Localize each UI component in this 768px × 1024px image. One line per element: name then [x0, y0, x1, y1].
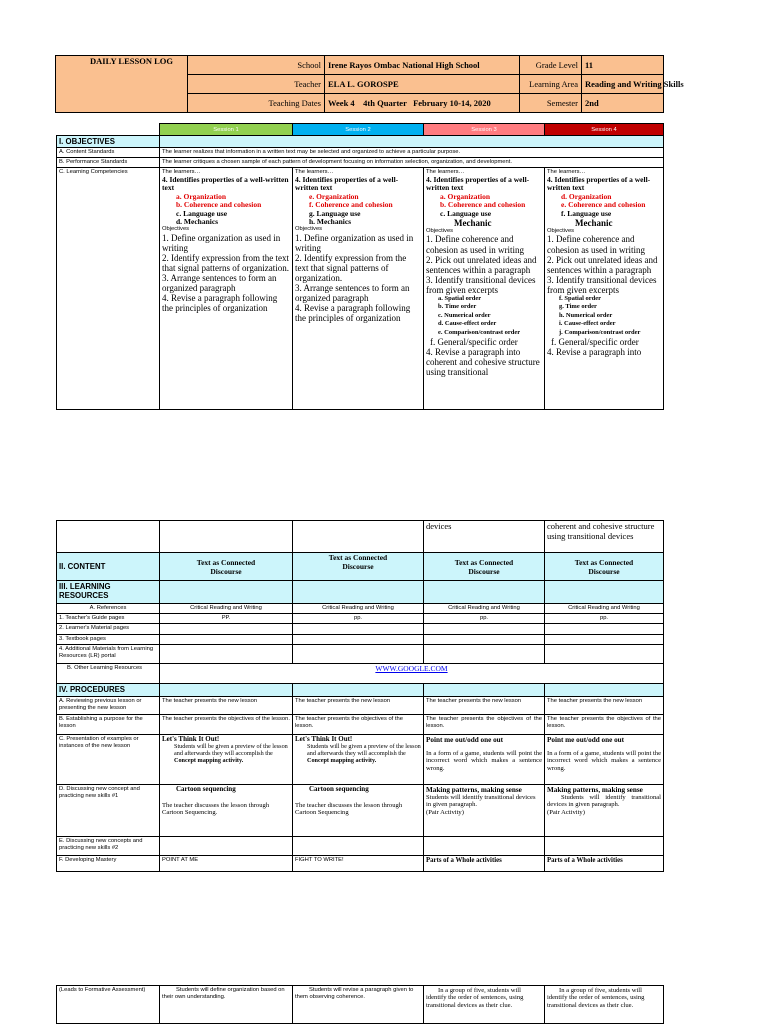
objective-item: 3. Identify transitional devices from given excerpts	[426, 274, 536, 295]
objective-item: 1. Define coherence and cohesion as used in writing	[426, 234, 524, 255]
additional-materials-label: 4. Additional Materials from Learning Resources (LR) portal	[57, 644, 160, 663]
establishing-purpose-value-2: The teacher presents the objectives of the lesson.	[293, 714, 424, 734]
discussing-1-label: D. Discussing new concept and practicing new skills #1	[57, 784, 160, 836]
activity-text: In a form of a game, students will point the incorrect word which makes a sentence wrong.	[547, 750, 661, 772]
mechanic-label: Mechanic	[454, 217, 492, 228]
content-value-2: Text as Connected Discourse	[293, 553, 424, 581]
session-1-header: Session 1	[160, 124, 293, 136]
mechanic-label: Mechanic	[575, 217, 613, 228]
property-item: c. Language use	[176, 208, 228, 218]
discussing-1-session-1	[160, 784, 293, 836]
property-item: g. Language use	[309, 208, 361, 218]
property-item: b. Coherence and cohesion	[440, 200, 526, 210]
performance-standards-text: The learner critiques a chosen sample of each pattern of development focusing on information selection, organization, and development.	[160, 158, 664, 168]
establishing-purpose-value-1: The teacher presents the objectives of the lesson.	[160, 714, 293, 734]
learners-label: The learners…	[162, 169, 201, 176]
teacher-label: Teacher	[188, 75, 325, 94]
references-value-2: Critical Reading and Writing	[293, 604, 424, 614]
dll-title: DAILY LESSON LOG	[56, 56, 188, 113]
presentation-session-3	[424, 734, 545, 784]
assessment-table	[56, 985, 664, 1024]
objective-item: 1. Define organization as used in writing	[162, 232, 281, 253]
presentation-label: C. Presentation of examples or instances of the new lesson	[57, 734, 160, 784]
competencies-session-3	[424, 168, 545, 410]
property-item: b. Coherence and cohesion	[176, 200, 262, 210]
property-item: f. Language use	[561, 208, 612, 218]
objectives-label: Objectives	[426, 227, 454, 234]
activity-title: Cartoon sequencing	[176, 784, 236, 793]
activity-title: Let's Think It Out!	[162, 734, 220, 743]
teachers-guide-value-3: pp.	[424, 614, 545, 624]
activity-text-bold: Concept mapping activity.	[174, 756, 244, 764]
references-value-3: Critical Reading and Writing	[424, 604, 545, 614]
semester-label: Semester	[520, 94, 582, 113]
order-item: g. Time order	[559, 303, 597, 311]
learners-label: The learners…	[547, 169, 586, 176]
objective-item: 2. Identify expression from the text that signal patterns of organization.	[162, 252, 290, 274]
school-label: School	[188, 56, 325, 75]
grade-label: Grade Level	[520, 56, 582, 75]
activity-title: Making patterns, making sense	[426, 785, 522, 794]
objective-item: 2. Identify expression from the text that signal patterns of organization.	[295, 252, 407, 284]
content-procedures-table	[56, 520, 664, 872]
discussing-1-session-3	[424, 784, 545, 836]
developing-mastery-session-1: POINT AT ME	[160, 855, 293, 871]
references-value-4: Critical Reading and Writing	[545, 604, 664, 614]
objective-item: 1. Define organization as used in writing	[295, 232, 414, 253]
activity-text: Students will be given a preview of the lesson and afterwards they will accomplish the	[307, 742, 421, 757]
objectives-label: Objectives	[547, 227, 575, 234]
objective-item: 4. Revise a paragraph following the principles of organization	[295, 303, 411, 324]
reviewing-value-1: The teacher presents the new lesson	[160, 696, 293, 714]
formative-assessment-label: (Leads to Formative Assessment)	[57, 986, 160, 1024]
competency-head: 4. Identifies properties of a well-written text	[162, 174, 289, 193]
property-item: h. Mechanics	[309, 216, 352, 226]
objective-item: f. General/specific order	[430, 337, 518, 348]
order-item: h. Numerical order	[559, 311, 613, 319]
presentation-session-4	[545, 734, 664, 784]
property-item: d. Mechanics	[176, 216, 219, 226]
order-item: j. Comparison/contrast order	[559, 328, 641, 336]
reviewing-value-3: The teacher presents the new lesson	[424, 696, 545, 714]
content-heading: II. CONTENT	[57, 553, 160, 581]
competency-head: 4. Identifies properties of a well-written text	[547, 174, 651, 193]
competencies-session-2	[293, 168, 424, 410]
references-label: A. References	[57, 604, 160, 614]
learners-label: The learners…	[295, 169, 334, 176]
objectives-label: Objectives	[295, 226, 323, 233]
continued-text-session-4: coherent and cohesive structure using transitional devices	[545, 521, 664, 553]
establishing-purpose-value-3: The teacher presents the objectives of the lesson.	[424, 714, 545, 734]
teaching-dates-value: Week 4 4th Quarter February 10-14, 2020	[325, 94, 520, 113]
order-item: f. Spatial order	[559, 294, 602, 302]
property-item: f. Coherence and cohesion	[309, 200, 393, 210]
textbook-pages-label: 3. Textbook pages	[57, 634, 160, 644]
semester-value: 2nd	[582, 94, 664, 113]
references-value-1: Critical Reading and Writing	[160, 604, 293, 614]
competency-head: 4. Identifies properties of a well-written text	[426, 174, 530, 193]
presentation-session-2	[293, 734, 424, 784]
teachers-guide-label: 1. Teacher's Guide pages	[57, 614, 160, 624]
learning-resources-heading: III. LEARNING RESOURCES	[57, 581, 160, 604]
presentation-session-1	[160, 734, 293, 784]
competencies-session-4	[545, 168, 664, 410]
objective-item: 4. Revise a paragraph following the principles of organization	[162, 293, 278, 314]
learners-label: The learners…	[426, 169, 465, 176]
order-item: d. Cause-effect order	[438, 320, 497, 328]
discussing-2-label: E. Discussing new concepts and practicing new skills #2	[57, 836, 160, 855]
order-item: i. Cause-effect order	[559, 320, 616, 328]
learning-area-label: Learning Area	[520, 75, 582, 94]
other-resources-label: B. Other Learning Resources	[57, 663, 160, 683]
performance-standards-label: B. Performance Standards	[57, 158, 160, 168]
activity-title: Let's Think It Out!	[295, 734, 353, 743]
objective-item: 4. Revise a paragraph into coherent and cohesive structure using transitional	[426, 347, 540, 378]
activity-title: Making patterns, making sense	[547, 785, 643, 794]
objective-item: 4. Revise a paragraph into	[547, 347, 642, 358]
content-value-1: Text as Connected Discourse	[160, 553, 293, 581]
session-4-header: Session 4	[545, 124, 664, 136]
objective-item: 2. Pick out unrelated ideas and sentences within a paragraph	[547, 254, 658, 275]
reviewing-value-4: The teacher presents the new lesson	[545, 696, 664, 714]
objective-item: 2. Pick out unrelated ideas and sentences within a paragraph	[426, 254, 537, 275]
objective-item: 3. Identify transitional devices from given excerpts	[547, 274, 657, 295]
order-item: e. Comparison/contrast order	[438, 328, 521, 336]
objectives-label: Objectives	[162, 226, 190, 233]
property-item: a. Organization	[176, 191, 226, 201]
objective-item: f. General/specific order	[551, 337, 639, 348]
activity-text: Students will identify transitional devices in given paragraph.	[547, 794, 661, 809]
activity-text: In a form of a game, students will point the incorrect word which makes a sentence wrong.	[426, 750, 542, 772]
activity-text: Students will be given a preview of the lesson and afterwards they will accomplish the	[174, 742, 288, 757]
procedures-heading: IV. PROCEDURES	[57, 683, 160, 696]
pair-activity-label: (Pair Activity)	[547, 808, 585, 816]
activity-text-bold: Concept mapping activity.	[307, 756, 377, 764]
property-item: e. Organization	[309, 191, 359, 201]
objectives-heading: I. OBJECTIVES	[57, 136, 160, 148]
property-item: e. Coherence and cohesion	[561, 200, 646, 210]
content-standards-text: The learner realizes that information in a written text may be selected and organized to achieve a particular purpose.	[160, 148, 664, 158]
teachers-guide-value-2: pp.	[293, 614, 424, 624]
session-2-header: Session 2	[293, 124, 424, 136]
order-item: b. Time order	[438, 303, 477, 311]
reviewing-value-2: The teacher presents the new lesson	[293, 696, 424, 714]
activity-title: Point me out/odd one out	[426, 735, 504, 744]
assessment-session-3: In a group of five, students will identify the order of sentences, using transitional devices as their clue.	[424, 986, 545, 1024]
learning-competencies-label: C. Learning Competencies	[57, 168, 160, 410]
activity-text: The teacher discusses the lesson through Cartoon Sequencing	[295, 801, 403, 817]
property-item: c. Language use	[440, 208, 492, 218]
teacher-value: ELA L. GOROSPE	[325, 75, 520, 94]
teachers-guide-value-4: pp.	[545, 614, 664, 624]
developing-mastery-session-4: Parts of a Whole activities	[545, 855, 664, 871]
content-value-3: Text as Connected Discourse	[424, 553, 545, 581]
assessment-session-4: In a group of five, students will identify the order of sentences, using transitional devices as their clue.	[545, 986, 664, 1024]
activity-text: The teacher discusses the lesson through Cartoon Sequencing.	[162, 801, 270, 817]
session-3-header: Session 3	[424, 124, 545, 136]
continued-text-session-3: devices	[424, 521, 545, 553]
discussing-1-session-2	[293, 784, 424, 836]
discussing-1-session-4	[545, 784, 664, 836]
learning-area-value: Reading and Writing Skills	[582, 75, 664, 94]
objective-item: 3. Arrange sentences to form an organized paragraph	[162, 273, 277, 294]
reviewing-label: A. Reviewing previous lesson or presenting the new lesson	[57, 696, 160, 714]
objective-item: 3. Arrange sentences to form an organized paragraph	[295, 283, 410, 304]
activity-title: Cartoon sequencing	[309, 784, 369, 793]
establishing-purpose-label: B. Establishing a purpose for the lesson	[57, 714, 160, 734]
order-item: c. Numerical order	[438, 311, 491, 319]
content-value-4: Text as Connected Discourse	[545, 553, 664, 581]
school-value: Irene Rayos Ombac National High School	[325, 56, 520, 75]
competency-head: 4. Identifies properties of a well-written text	[295, 174, 399, 193]
teachers-guide-value-1: PP.	[160, 614, 293, 624]
property-item: d. Organization	[561, 191, 612, 201]
order-item: a. Spatial order	[438, 294, 482, 302]
teaching-dates-label: Teaching Dates	[188, 94, 325, 113]
assessment-session-1: Students will define organization based on their own understanding.	[160, 986, 293, 1024]
google-link[interactable]: WWW.GOOGLE.COM	[375, 663, 448, 673]
activity-title: Point me out/odd one out	[547, 735, 625, 744]
learners-material-label: 2. Learner's Material pages	[57, 624, 160, 634]
developing-mastery-session-2: FIGHT TO WRITE!	[293, 855, 424, 871]
establishing-purpose-value-4: The teacher presents the objectives of the lesson.	[545, 714, 664, 734]
property-item: a. Organization	[440, 191, 490, 201]
activity-text: Students will identify transitional devices in given paragraph.	[426, 794, 536, 809]
objective-item: 1. Define coherence and cohesion as used in writing	[547, 234, 645, 255]
objectives-table	[56, 123, 664, 410]
developing-mastery-session-3: Parts of a Whole activities	[424, 855, 545, 871]
content-standards-label: A. Content Standards	[57, 148, 160, 158]
assessment-session-2: Students will revise a paragraph given to them observing coherence.	[293, 986, 424, 1024]
grade-value: 11	[582, 56, 664, 75]
competencies-session-1	[160, 168, 293, 410]
developing-mastery-label: F. Developing Mastery	[57, 855, 160, 871]
header-table	[55, 55, 684, 113]
pair-activity-label: (Pair Activity)	[426, 808, 464, 816]
